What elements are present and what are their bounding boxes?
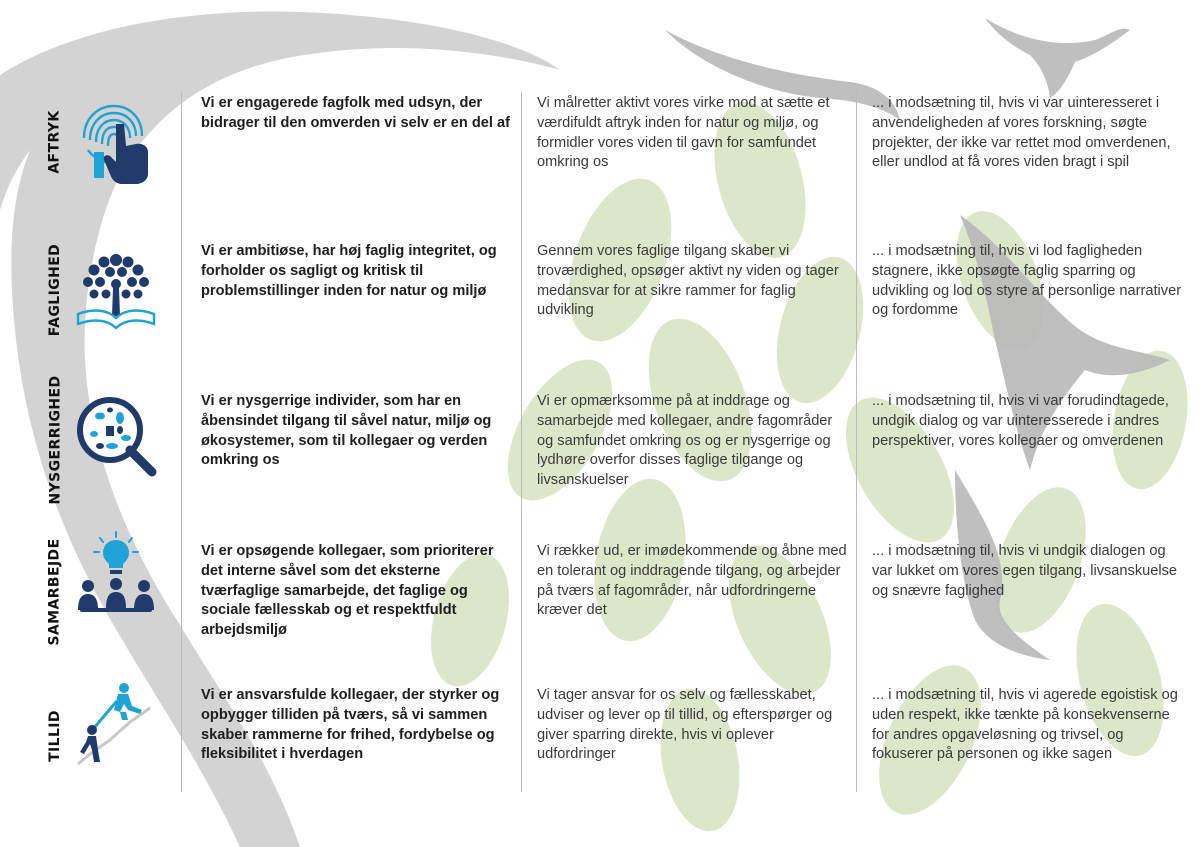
contrast-text: ... i modsætning til, hvis vi var forudindtagede, undgik dialog og var uinteresserede i andres perspektiver, vores kollegaer og omverdenen: [872, 393, 1169, 449]
row-label: FAGLIGHED: [47, 243, 63, 337]
magnifier-animals-icon: [70, 390, 162, 482]
contrast-text: ... i modsætning til, hvis vi undgik dialogen og var lukket om vores egen tilgang, livsanskuelse og snævre faglighed: [872, 543, 1178, 599]
behavior-text: Vi tager ansvar for os selv og fællesskabet, udviser og lever op til tillid, og efterspørger og giver sparring direkte, hvis vi oplever udfordringer: [537, 687, 833, 763]
core-value-text: Vi er ansvarsfulde kollegaer, der styrker og opbygger tilliden på tværs, så vi sammen skaber rammerne for frihed, fordybelse og fleksibilitet i hverdagen: [201, 687, 500, 763]
core-value-text: Vi er nysgerrige individer, som har en åbensindet tilgang til såvel natur, miljø og økosystemer, som til kollegaer og verden omkring os: [201, 393, 492, 469]
team-lightbulb-icon: [70, 530, 162, 622]
core-value-text: Vi er opsøgende kollegaer, som prioriterer det interne såvel som det eksterne tværfaglige samarbejde, det faglige og sociale fællesskab og et respektfuldt arbejdsmiljø: [201, 543, 494, 639]
behavior-text: Vi rækker ud, er imødekommende og åbne med en tolerant og inddragende tilgang, og arbejder på tværs af fagområder, når udfordringerne kræver det: [537, 543, 847, 619]
core-value-text: Vi er engagerede fagfolk med udsyn, der bidrager til den omverden vi selv er en del af: [201, 95, 511, 131]
row-label: AFTRYK: [47, 110, 64, 174]
row-label: SAMARBEJDE: [47, 538, 63, 646]
row-label: NYSGERRIGHED: [47, 375, 63, 505]
tree-book-icon: [70, 242, 162, 334]
column-divider: [856, 92, 857, 792]
contrast-text: ... i modsætning til, hvis vi lod fagligheden stagnere, ikke opsøgte faglig sparring og udvikling og lod os styre af personlige narrativer og fordomme: [872, 243, 1182, 319]
behavior-text: Vi er opmærksomme på at inddrage og samarbejde med kollegaer, andre fagområder og samfundet omkring os og er nysgerrige og lydhøre overfor disses faglige tilgange og livsanskuelser: [537, 393, 833, 489]
climbers-helping-icon: [70, 676, 162, 768]
behavior-text: Gennem vores faglige tilgang skaber vi troværdighed, opsøger aktivt ny viden og tager medansvar for at sikre rammer for faglig udvikling: [537, 243, 839, 319]
contrast-text: ... i modsætning til, hvis vi var uinteresseret i anvendeligheden af vores forskning, søgte projekter, der ikke var rettet mod omverdenen, eller undlod at få vores viden bragt i spil: [872, 95, 1171, 171]
row-label: TILLID: [47, 710, 63, 762]
core-value-text: Vi er ambitiøse, har høj faglig integritet, og forholder os sagligt og kritisk til problemstillinger inden for natur og miljø: [201, 243, 497, 299]
column-divider: [521, 92, 522, 792]
contrast-text: ... i modsætning til, hvis vi agerede egoistisk og uden respekt, ikke tænkte på konsekvenserne for andres opgaveløsning og trivsel, og fokuserer på personen og ikke sagen: [872, 687, 1178, 763]
fingerprint-hand-icon: [70, 94, 162, 186]
column-divider: [181, 92, 182, 792]
behavior-text: Vi målretter aktivt vores virke mod at sætte et værdifuldt aftryk inden for natur og miljø, og formidler vores viden til gavn for samfundet omkring os: [537, 95, 830, 171]
